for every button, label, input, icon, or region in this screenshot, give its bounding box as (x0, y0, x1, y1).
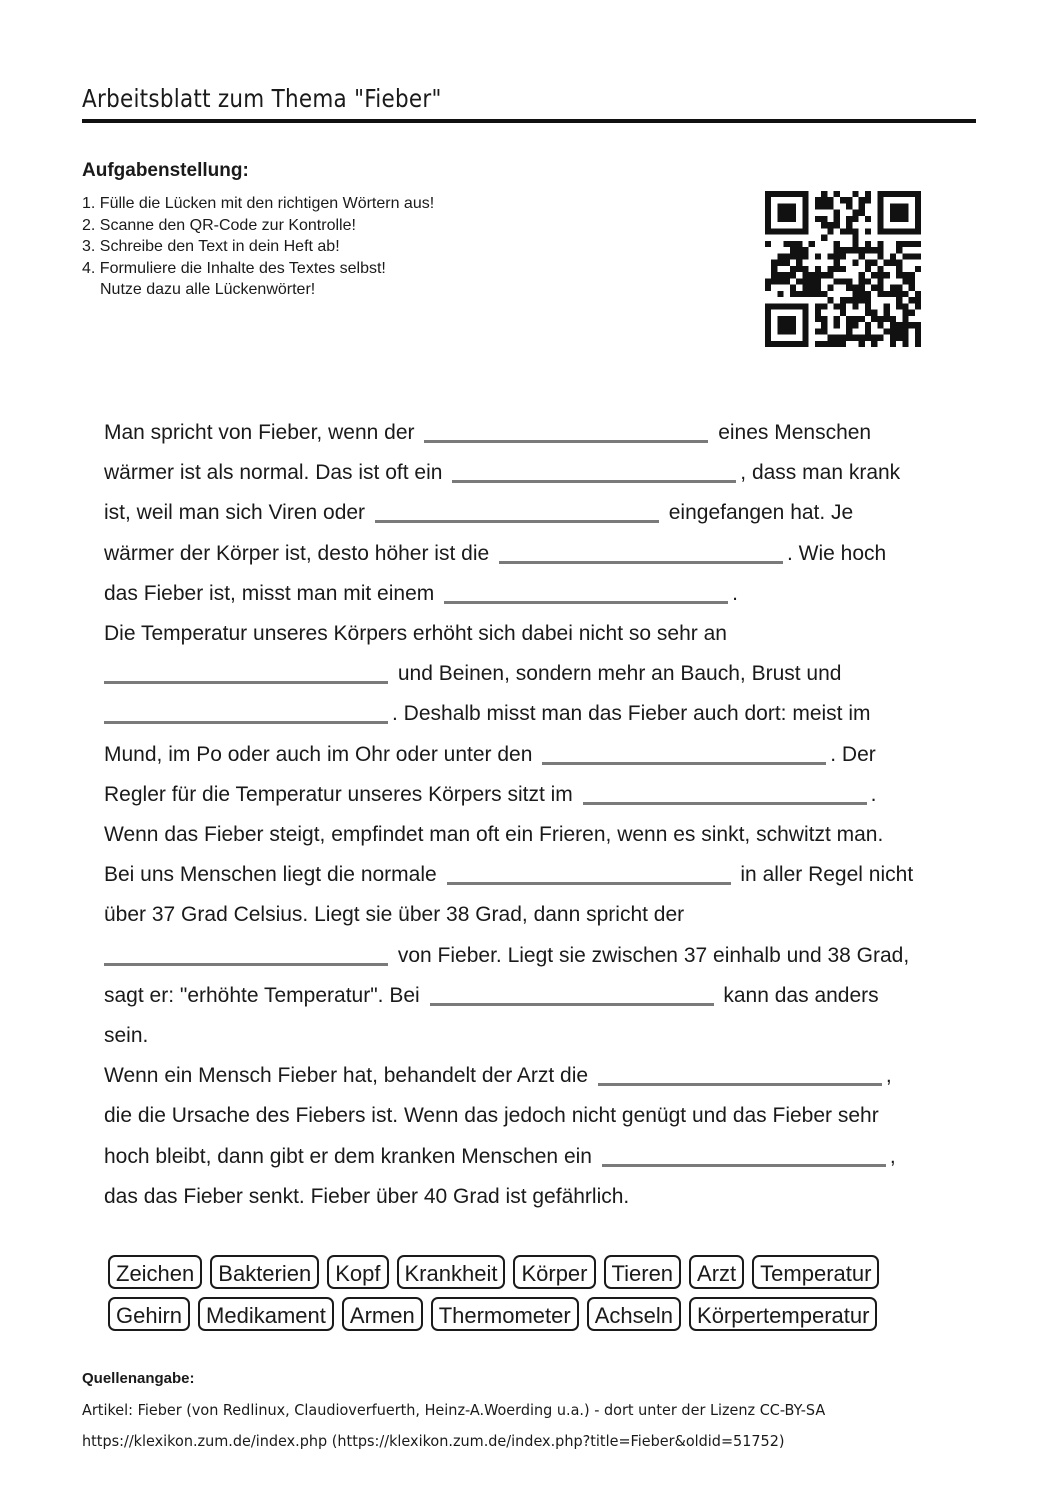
text-line: hoch bleibt, dann gibt er dem kranken Menschen ein , (104, 1144, 896, 1168)
word-bank-row (108, 1297, 988, 1331)
word-chip[interactable]: Thermometer (431, 1297, 579, 1331)
source-article: Artikel: Fieber (von Redlinux, Claudioverfuerth, Heinz-A.Woerding u.a.) - dort unter der Lizenz CC-BY-SA (82, 1401, 826, 1419)
task-item: Nutze dazu alle Lückenwörter! (100, 281, 316, 298)
task-list (82, 193, 434, 301)
gap-blank[interactable] (444, 581, 728, 604)
cloze-text (104, 413, 984, 1217)
text-line: über 37 Grad Celsius. Liegt sie über 38 Grad, dann spricht der (104, 903, 685, 927)
word-chip[interactable]: Gehirn (108, 1297, 190, 1331)
title-divider (82, 119, 976, 123)
text-line: und Beinen, sondern mehr an Bauch, Brust und (104, 654, 984, 694)
task-item: 4. Formuliere die Inhalte des Textes selbst! (82, 259, 386, 277)
gap-blank[interactable] (375, 500, 659, 523)
text-line: Bei uns Menschen liegt die normale in aller Regel nicht (104, 863, 914, 887)
word-chip[interactable]: Krankheit (397, 1255, 506, 1289)
word-chip[interactable]: Arzt (689, 1255, 744, 1289)
source-url: https://klexikon.zum.de/index.php (https://klexikon.zum.de/index.php?title=Fieber&oldid=51752) (82, 1432, 785, 1450)
gap-blank[interactable] (452, 460, 736, 483)
text-line: Die Temperatur unseres Körpers erhöht sich dabei nicht so sehr an (104, 622, 727, 646)
source-heading: Quellenangabe: (82, 1370, 195, 1387)
task-item: 3. Schreibe den Text in dein Heft ab! (82, 238, 340, 255)
text-line: wärmer der Körper ist, desto höher ist die . Wie hoch (104, 541, 887, 565)
word-chip[interactable]: Kopf (327, 1255, 388, 1289)
gap-blank[interactable] (430, 983, 714, 1006)
word-chip[interactable]: Temperatur (752, 1255, 879, 1289)
gap-blank[interactable] (104, 661, 388, 684)
word-chip[interactable]: Körper (513, 1255, 595, 1289)
text-line: Wenn das Fieber steigt, empfindet man oft ein Frieren, wenn es sinkt, schwitzt man. (104, 823, 884, 847)
word-chip[interactable]: Zeichen (108, 1255, 202, 1289)
text-line: das Fieber ist, misst man mit einem . (104, 581, 738, 605)
text-line: das das Fieber senkt. Fieber über 40 Grad ist gefährlich. (104, 1184, 630, 1208)
word-chip[interactable]: Achseln (587, 1297, 681, 1331)
word-chip[interactable]: Bakterien (210, 1255, 319, 1289)
gap-blank[interactable] (583, 782, 867, 805)
gap-blank[interactable] (104, 701, 388, 724)
gap-blank[interactable] (104, 943, 388, 966)
qr-code-icon (765, 191, 921, 347)
gap-blank[interactable] (499, 541, 783, 564)
word-chip[interactable]: Medikament (198, 1297, 334, 1331)
word-chip[interactable]: Armen (342, 1297, 423, 1331)
word-bank (108, 1255, 988, 1339)
text-line: sagt er: "erhöhte Temperatur". Bei kann das anders (104, 983, 879, 1007)
task-heading: Aufgabenstellung: (82, 160, 249, 181)
word-bank-row (108, 1255, 988, 1289)
task-item: 1. Fülle die Lücken mit den richtigen Wörtern aus! (82, 195, 435, 212)
gap-blank[interactable] (602, 1144, 886, 1167)
text-line: Regler für die Temperatur unseres Körpers sitzt im . (104, 782, 877, 806)
task-item: 2. Scanne den QR-Code zur Kontrolle! (82, 216, 356, 234)
text-line: Wenn ein Mensch Fieber hat, behandelt der Arzt die , (104, 1064, 892, 1088)
text-line: wärmer ist als normal. Das ist oft ein , dass man krank (104, 461, 901, 485)
text-line: . Deshalb misst man das Fieber auch dort: meist im (104, 694, 984, 734)
gap-blank[interactable] (447, 862, 731, 885)
text-line: von Fieber. Liegt sie zwischen 37 einhalb und 38 Grad, (104, 936, 984, 976)
word-chip[interactable]: Tieren (604, 1255, 682, 1289)
word-chip[interactable]: Körpertemperatur (689, 1297, 877, 1331)
text-line: die die Ursache des Fiebers ist. Wenn das jedoch nicht genügt und das Fieber sehr (104, 1104, 879, 1128)
gap-blank[interactable] (542, 742, 826, 765)
text-line: sein. (104, 1024, 149, 1048)
text-line: Mund, im Po oder auch im Ohr oder unter den . Der (104, 742, 876, 766)
text-line: Man spricht von Fieber, wenn der eines Menschen (104, 421, 872, 444)
gap-blank[interactable] (598, 1063, 882, 1086)
page-title: Arbeitsblatt zum Thema "Fieber" (82, 84, 442, 113)
gap-blank[interactable] (424, 420, 708, 443)
text-line: ist, weil man sich Viren oder eingefangen hat. Je (104, 501, 854, 525)
